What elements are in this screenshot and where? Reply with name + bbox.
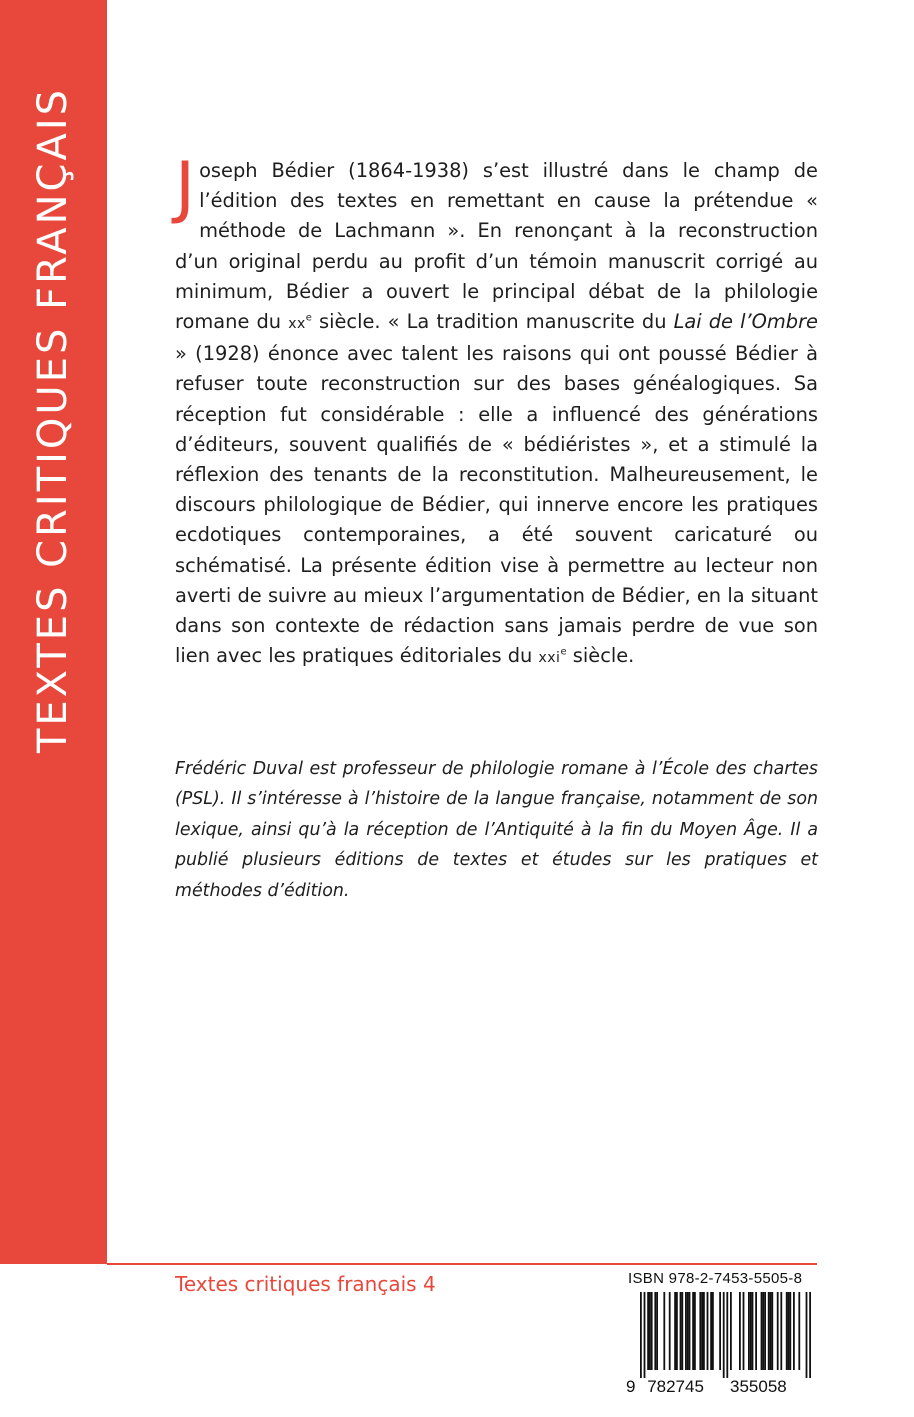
barcode-bar: [780, 1292, 782, 1370]
barcode-bar: [692, 1292, 694, 1370]
century-20: xx: [288, 316, 306, 333]
barcode-digits: 355058: [730, 1377, 787, 1396]
barcode-bar: [777, 1292, 779, 1370]
barcode-bar: [743, 1292, 745, 1370]
blurb-text-4: siècle.: [566, 644, 635, 668]
barcode-bar: [761, 1292, 763, 1370]
barcode-bar: [793, 1292, 795, 1370]
barcode-bar: [674, 1292, 676, 1370]
author-bio: Frédéric Duval est professeur de philologie romane à l’École des chartes (PSL). Il s’intéresse à l’histoire de la langue française, notamment de son lexique, ainsi qu’à la réception de l’Antiquité à la fin du Moyen Âge. Il a publié plusieurs éditions de textes et études sur les pratiques et méthodes d’édition.: [175, 759, 818, 901]
barcode-bar: [694, 1292, 696, 1370]
barcode-bar: [656, 1292, 658, 1370]
barcode-bar: [739, 1292, 741, 1370]
barcode-bar: [649, 1292, 651, 1370]
barcode-bar: [788, 1292, 790, 1370]
barcode-bar: [762, 1292, 764, 1370]
barcode-bar: [748, 1292, 750, 1370]
barcode-bar: [676, 1292, 678, 1370]
barcode-bar: [647, 1292, 649, 1370]
barcode-bar: [640, 1292, 642, 1378]
blurb-text-3: » (1928) énonce avec talent les raisons qui ont poussé Bédier à refuser toute reconstruction sur des bases généalogiques. Sa réception fut considérable : elle a influencé des générations d’éditeurs, souvent qualifiés de « bédiéristes », et a stimulé la réflexion des tenants de la reconstitution. Malheureusement, le discours philologique de Bédier, qui innerve encore les pratiques ecdotiques contemporaines, a été souvent caricaturé ou schématisé. La présente édition vise à permettre au lecteur non averti de suivre au mieux l’argumentation de Bédier, en la situant dans son contexte de rédaction sans jamais perdre de vue son lien avec les pratiques éditoriales du: [175, 342, 818, 668]
spine-title: TEXTES CRITIQUES FRANÇAIS: [30, 86, 76, 754]
barcode-bar: [764, 1292, 766, 1370]
barcode-bar: [719, 1292, 721, 1370]
barcode-bar: [651, 1292, 653, 1370]
barcode-bar: [806, 1292, 808, 1378]
series-label: Textes critiques français 4: [175, 1272, 436, 1296]
blurb-text-2: siècle. « La tradition manuscrite du: [311, 310, 674, 334]
barcode-graphic: [626, 1292, 818, 1396]
barcode-bar: [710, 1292, 712, 1370]
spine-color-band: [0, 0, 107, 1264]
barcode-bar: [730, 1292, 732, 1370]
barcode-bar: [712, 1292, 714, 1370]
barcode-bar: [699, 1292, 701, 1370]
barcode-bar: [798, 1292, 800, 1370]
barcode-bar: [723, 1292, 725, 1378]
barcode-bar: [768, 1292, 770, 1370]
barcode-bar: [771, 1292, 773, 1370]
work-title: Lai de l’Ombre: [673, 310, 818, 334]
barcode-bar: [685, 1292, 687, 1370]
barcode-bar: [703, 1292, 705, 1370]
barcode-digits: 782745: [647, 1377, 704, 1396]
barcode-bar: [707, 1292, 709, 1370]
barcode-bar: [663, 1292, 665, 1370]
isbn-barcode-block: [626, 1270, 818, 1398]
barcode-bar: [669, 1292, 671, 1370]
bottom-rule: [107, 1263, 817, 1265]
century-21-sup: e: [560, 646, 567, 658]
drop-cap: J: [175, 148, 196, 227]
barcode-bar: [770, 1292, 772, 1370]
barcode-bar: [687, 1292, 689, 1370]
barcode-bar: [752, 1292, 754, 1370]
blurb-paragraph: [175, 148, 818, 673]
blurb-text-1: oseph Bédier (1864-1938) s’est illustré dans le champ de l’édition des textes en remettant en cause la prétendue « méthode de Lachmann ». En renonçant à la reconstruction d’un original perdu au profit d’un témoin manuscrit corrigé au minimum, Bédier a ouvert le principal débat de la philologie romane du: [175, 159, 818, 334]
barcode-bar: [654, 1292, 656, 1370]
barcode-bar: [789, 1292, 791, 1370]
barcode-bar: [680, 1292, 682, 1370]
barcode-digits: 9: [626, 1377, 636, 1396]
barcode-bar: [750, 1292, 752, 1370]
century-21: xxi: [538, 650, 561, 667]
barcode-bar: [681, 1292, 683, 1370]
century-20-sup: e: [305, 312, 312, 324]
barcode-bar: [644, 1292, 646, 1378]
barcode-bar: [689, 1292, 691, 1370]
barcode-bar: [809, 1292, 811, 1378]
barcode-bar: [786, 1292, 788, 1370]
barcode-bar: [755, 1292, 757, 1370]
isbn-label: ISBN 978-2-7453-5505-8: [628, 1270, 803, 1287]
barcode-bar: [701, 1292, 703, 1370]
barcode-bar: [726, 1292, 728, 1378]
